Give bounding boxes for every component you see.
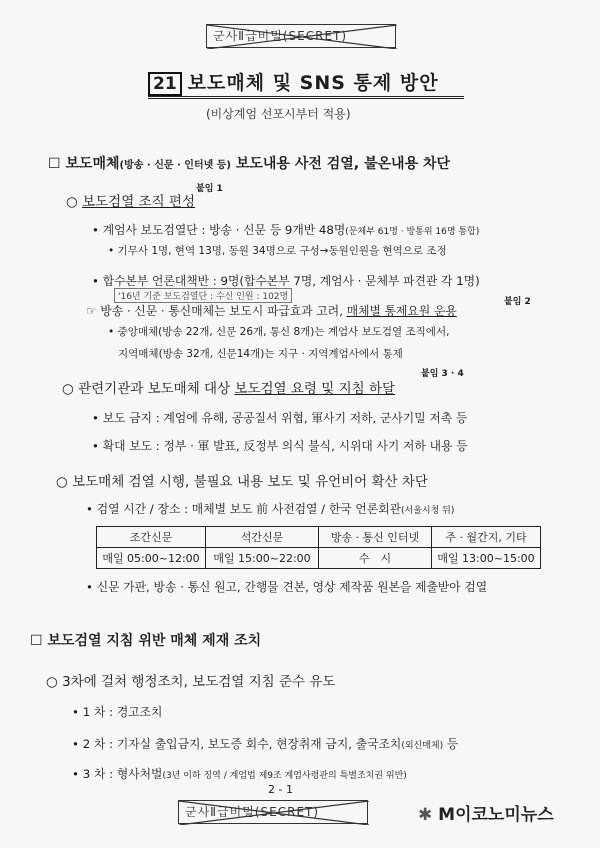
table-header: 주 · 월간지, 기타: [432, 527, 541, 548]
item-2-1: ○ 3차에 걸쳐 행정조치, 보도검열 지침 준수 유도: [46, 674, 336, 690]
checkbox-square-icon: ☐: [30, 633, 43, 649]
dot-bullet-icon: •: [92, 411, 99, 425]
sub-bullet-line: 지역매체(방송 32개, 신문14개)는 지구 · 지역계엄사에서 통제: [118, 348, 403, 360]
bullet-line: • 1 차 : 경고조치: [72, 705, 163, 719]
table-cell: 매일 05:00~12:00: [97, 548, 206, 569]
dot-bullet-icon: •: [92, 223, 99, 237]
annex-note: 붙임 2: [504, 297, 531, 307]
subtitle: (비상계엄 선포시부터 적용): [206, 107, 351, 121]
dot-bullet-icon: •: [108, 245, 115, 257]
section1-heading: ☐ 보도매체(방송 · 신문 · 인터넷 등) 보도내용 사전 검열, 불온내용 차단: [48, 156, 451, 172]
dot-bullet-icon: •: [72, 705, 79, 719]
hand-bullet-line: ☞ 방송 · 신문 · 통신매체는 보도시 파급효과 고려, 매체별 통제요원 운용: [86, 304, 457, 318]
dot-bullet-icon: •: [72, 737, 79, 751]
dot-bullet-icon: •: [86, 580, 93, 594]
schedule-table: [96, 526, 541, 569]
page-number: 2 - 1: [268, 783, 293, 796]
circle-bullet-icon: ○: [62, 381, 74, 397]
dot-bullet-icon: •: [92, 439, 99, 453]
stamp-text: 군사Ⅱ급비밀(SECRET): [213, 29, 348, 43]
item-1-2: ○ 관련기관과 보도매체 대상 보도검열 요령 및 지침 하달: [62, 381, 396, 397]
watermark-logo: ✱ M이코노미뉴스: [418, 805, 554, 825]
classification-stamp-bottom: [178, 800, 368, 824]
table-cell: 수 시: [319, 548, 432, 569]
pointing-hand-icon: ☞: [86, 304, 97, 318]
bullet-line: • 2 차 : 기자실 출입금지, 보도증 회수, 현장취재 금지, 출국조치(외신매체) 등: [72, 737, 459, 751]
circle-bullet-icon: ○: [66, 194, 78, 210]
section2-heading: ☐ 보도검열 지침 위반 매체 제재 조치: [30, 633, 262, 649]
dot-bullet-icon: •: [86, 502, 93, 516]
circle-bullet-icon: ○: [46, 674, 58, 690]
dot-bullet-icon: •: [92, 274, 99, 288]
bullet-line: • 합수본부 언론대책반 : 9명(합수본부 7명, 계엄사 · 문체부 파견관 각 1명): [92, 274, 480, 288]
table-header: 방송 · 통신 인터넷: [319, 527, 432, 548]
title-box: [148, 64, 464, 99]
sub-bullet-line: • 중앙매체(방송 22개, 신문 26개, 통신 8개)는 계엄사 보도검열 조직에서,: [108, 326, 450, 338]
classification-stamp-top: [206, 24, 396, 48]
cross-out-icon: [207, 25, 397, 49]
cross-out-icon: [179, 801, 369, 825]
stamp-text: 군사Ⅱ급비밀(SECRET): [185, 805, 320, 819]
bullet-line: • 검열 시간 / 장소 : 매체별 보도 前 사전검열 / 한국 언론회관(서울시청 뒤): [86, 502, 455, 516]
bullet-line: • 확대 보도 : 정부 · 軍 발표, 反정부 의식 불식, 시위대 사기 저하 내용 등: [92, 439, 468, 453]
table-cell: 매일 15:00~22:00: [206, 548, 319, 569]
annex-note: 붙임 3 · 4: [421, 369, 464, 379]
table-header: 석간신문: [206, 527, 319, 548]
dot-bullet-icon: •: [72, 767, 79, 781]
bullet-line: • 신문 가판, 방송 · 통신 원고, 간행물 견본, 영상 제작품 원본을 제출받아 검열: [86, 580, 488, 594]
doc-number: 21: [148, 72, 182, 96]
bullet-line: • 보도 금지 : 계엄에 유해, 공공질서 위협, 軍사기 저하, 군사기밀 저촉 등: [92, 411, 468, 425]
annex-note: 붙임 1: [196, 184, 223, 194]
page-title: 보도매체 및 SNS 통제 방안: [187, 72, 439, 94]
dot-bullet-icon: •: [108, 326, 115, 338]
item-1-1: ○ 보도검열 조직 편성: [66, 194, 195, 210]
item-1-3: ○ 보도매체 검열 시행, 불필요 내용 보도 및 유언비어 확산 차단: [56, 474, 428, 490]
sub-bullet-line: • 기무사 1명, 현역 13명, 동원 34명으로 구성→동원인원을 현역으로 조정: [108, 245, 447, 257]
checkbox-square-icon: ☐: [48, 156, 61, 172]
circle-bullet-icon: ○: [56, 474, 68, 490]
table-header: 조간신문: [97, 527, 206, 548]
overlay-note: '16년 기준 보도검열단 : 수신 인원 : 102명: [114, 288, 292, 303]
bullet-line: • 3 차 : 형사처벌(3년 이하 징역 / 계엄법 제9조 계엄사령관의 특별조치권 위반): [72, 767, 407, 781]
bullet-line: • 계엄사 보도검열단 : 방송 · 신문 등 9개반 48명(문체부 61명 · 방통위 16명 통합): [92, 223, 480, 237]
table-cell: 매일 13:00~15:00: [432, 548, 541, 569]
sparkle-icon: ✱: [418, 805, 433, 825]
